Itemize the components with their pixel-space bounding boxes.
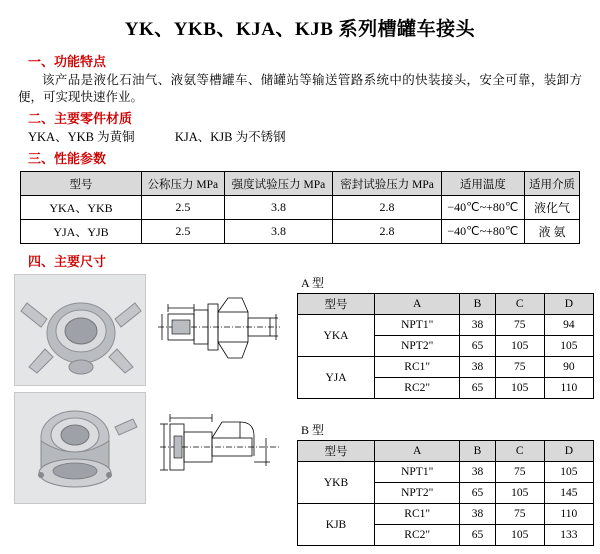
- coupling-drawing-b-graphic: [150, 392, 288, 502]
- table-row: [298, 462, 594, 483]
- dimension-table-b: [297, 440, 594, 546]
- cell-a: RC2": [375, 378, 460, 399]
- col-header-a: A: [375, 441, 460, 462]
- cell-model: YJA、YJB: [21, 220, 142, 244]
- cell-c: 75: [495, 462, 544, 483]
- cell-a: RC2": [375, 525, 460, 546]
- type-label-a: A 型: [301, 276, 325, 290]
- col-header-b: B: [460, 294, 495, 315]
- col-header-model: 型号: [21, 172, 142, 196]
- col-header-a: A: [375, 294, 460, 315]
- coupling-photo-a-graphic: [15, 275, 145, 385]
- section-heading-performance: 三、性能参数: [28, 151, 107, 166]
- cell-temperature: −40℃~+80℃: [441, 220, 524, 244]
- cell-model: YJA: [298, 357, 375, 399]
- cell-d: 110: [544, 504, 593, 525]
- col-header-strength-test-pressure: 强度试验压力 MPa: [224, 172, 333, 196]
- images-column: [14, 274, 291, 554]
- cell-seal-test-pressure: 2.8: [333, 196, 442, 220]
- cell-nominal-pressure: 2.5: [142, 196, 225, 220]
- col-header-medium: 适用介质: [524, 172, 579, 196]
- table-header-row: [298, 441, 594, 462]
- cell-c: 105: [495, 483, 544, 504]
- table-header-row: [21, 172, 580, 196]
- coupling-drawing-b: [150, 392, 288, 502]
- table-row: [298, 315, 594, 336]
- cell-c: 75: [495, 315, 544, 336]
- cell-c: 105: [495, 378, 544, 399]
- cell-b: 38: [460, 315, 495, 336]
- cell-d: 90: [544, 357, 593, 378]
- cell-b: 65: [460, 378, 495, 399]
- type-label-b: B 型: [301, 423, 325, 437]
- cell-c: 75: [495, 504, 544, 525]
- cell-a: NPT2": [375, 483, 460, 504]
- coupling-photo-b: [14, 392, 146, 504]
- col-header-b: B: [460, 441, 495, 462]
- coupling-drawing-a-graphic: [150, 274, 288, 384]
- cell-d: 94: [544, 315, 593, 336]
- cell-model: YKB: [298, 462, 375, 504]
- cell-a: RC1": [375, 504, 460, 525]
- cell-medium: 液化气: [524, 196, 579, 220]
- cell-nominal-pressure: 2.5: [142, 220, 225, 244]
- cell-medium: 液 氨: [524, 220, 579, 244]
- col-header-model: 型号: [298, 294, 375, 315]
- table-row: [298, 504, 594, 525]
- b-table-wrapper: [297, 421, 594, 546]
- cell-d: 105: [544, 462, 593, 483]
- cell-d: 133: [544, 525, 593, 546]
- cell-d: 110: [544, 378, 593, 399]
- cell-seal-test-pressure: 2.8: [333, 220, 442, 244]
- cell-b: 65: [460, 336, 495, 357]
- coupling-drawing-a: [150, 274, 288, 384]
- section-heading-features: 一、功能特点: [28, 54, 107, 69]
- features-paragraph: 该产品是液化石油气、液氨等槽罐车、储罐站等输送管路系统中的快装接头，安全可靠，装卸方便，可实现快速作业。: [18, 73, 582, 104]
- cell-c: 105: [495, 525, 544, 546]
- coupling-photo-b-graphic: [15, 393, 145, 503]
- cell-b: 65: [460, 483, 495, 504]
- image-row-b: [14, 392, 291, 504]
- cell-model: KJB: [298, 504, 375, 546]
- col-header-model: 型号: [298, 441, 375, 462]
- tables-column: [291, 274, 594, 554]
- cell-strength-test-pressure: 3.8: [224, 220, 333, 244]
- table-header-row: [298, 294, 594, 315]
- cell-a: NPT1": [375, 462, 460, 483]
- materials-left: YKA、YKB 为黄铜: [28, 130, 135, 144]
- section-heading-materials: 二、主要零件材质: [28, 111, 133, 126]
- cell-b: 38: [460, 462, 495, 483]
- image-row-a: [14, 274, 291, 386]
- col-header-nominal-pressure: 公称压力 MPa: [142, 172, 225, 196]
- cell-a: NPT2": [375, 336, 460, 357]
- section-heading-dimensions: 四、主要尺寸: [28, 254, 107, 269]
- coupling-photo-a: [14, 274, 146, 386]
- col-header-d: D: [544, 294, 593, 315]
- cell-b: 38: [460, 504, 495, 525]
- cell-temperature: −40℃~+80℃: [441, 196, 524, 220]
- col-header-seal-test-pressure: 密封试验压力 MPa: [333, 172, 442, 196]
- materials-right: KJA、KJB 为不锈钢: [174, 130, 286, 144]
- cell-d: 105: [544, 336, 593, 357]
- page-title: YK、YKB、KJA、KJB 系列槽罐车接头: [124, 19, 476, 40]
- cell-model: YKA: [298, 315, 375, 357]
- cell-b: 65: [460, 525, 495, 546]
- table-row: [21, 196, 580, 220]
- cell-a: RC1": [375, 357, 460, 378]
- performance-table: [20, 171, 580, 244]
- cell-model: YKA、YKB: [21, 196, 142, 220]
- col-header-temperature: 适用温度: [441, 172, 524, 196]
- table-row: [21, 220, 580, 244]
- col-header-c: C: [495, 294, 544, 315]
- col-header-c: C: [495, 441, 544, 462]
- cell-strength-test-pressure: 3.8: [224, 196, 333, 220]
- materials-line: [28, 129, 586, 146]
- table-row: [298, 357, 594, 378]
- cell-d: 145: [544, 483, 593, 504]
- dimensions-layout: [14, 274, 586, 554]
- cell-a: NPT1": [375, 315, 460, 336]
- col-header-d: D: [544, 441, 593, 462]
- cell-c: 105: [495, 336, 544, 357]
- dimension-table-a: [297, 293, 594, 399]
- cell-b: 38: [460, 357, 495, 378]
- cell-c: 75: [495, 357, 544, 378]
